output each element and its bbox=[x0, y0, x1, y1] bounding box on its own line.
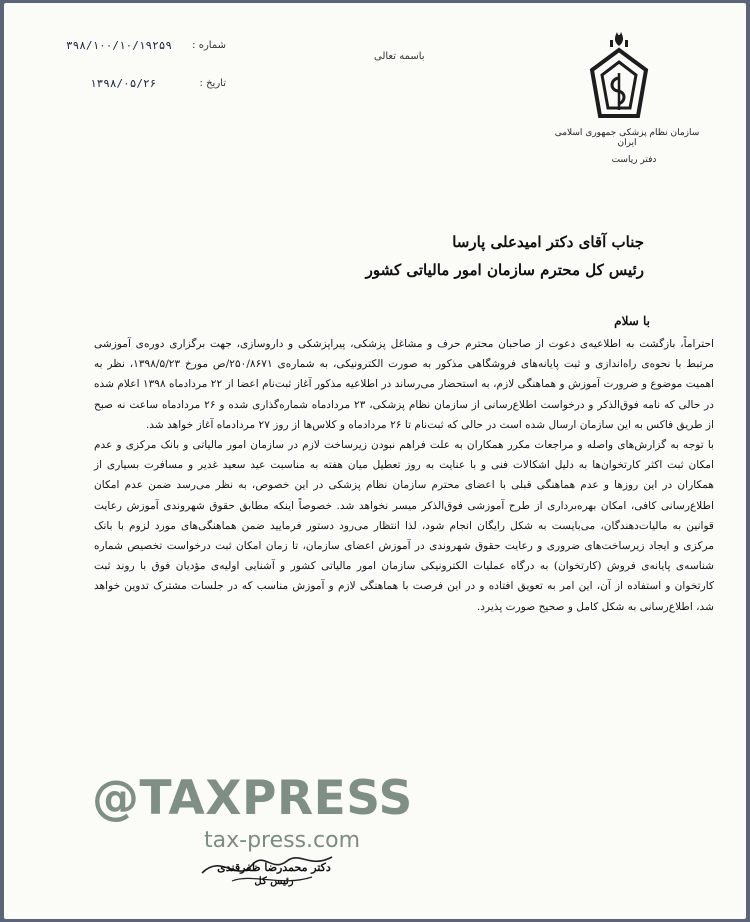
signatory-title: رئیس کل bbox=[254, 876, 294, 887]
office-name: دفتر ریاست bbox=[611, 155, 657, 165]
basmeh-heading: باسمه تعالی bbox=[374, 51, 425, 62]
medical-council-logo bbox=[584, 28, 654, 123]
recipient-title: رئیس کل محترم سازمان امور مالیاتی کشور bbox=[365, 261, 644, 279]
signature-block bbox=[174, 861, 374, 887]
organization-name: سازمان نظام پزشکی جمهوری اسلامی ایران bbox=[554, 128, 700, 148]
date-row bbox=[66, 77, 226, 93]
letter-date: ۱۳۹۸/۰۵/۲۶ bbox=[90, 77, 157, 90]
number-label: شماره : bbox=[192, 40, 226, 51]
date-label: تاریخ : bbox=[199, 78, 226, 89]
letter-page bbox=[4, 3, 746, 919]
letter-body bbox=[94, 334, 714, 617]
number-row bbox=[66, 39, 226, 55]
letter-number: ۳۹۸/۱۰۰/۱۰/۱۹۲۵۹ bbox=[66, 39, 172, 52]
greeting: با سلام bbox=[614, 314, 650, 328]
watermark-url: tax-press.com bbox=[204, 828, 361, 853]
body-paragraph: با توجه به گزارش‌های واصله و مراجعات مکرر همکاران به علت فراهم نبودن زیرساخت لازم در سازمان امور مالیاتی و بانک مرکزی و عدم امکان ثبت اکثر کارتخوان‌ها به دلیل اشکالات فنی و با عنایت به روز تعطیل میان هفته به مناسبت عید سعید غدیر و مسافرت بسیاری از همکاران در این روزها و عدم هماهنگی قبلی با اعضای محترم سازمان نظام پزشکی در این خصوص، به نظر می‌رسد ضمن عدم امکان اطلاع‌رسانی کافی، امکان بهره‌برداری از طرح آموزشی فوق‌الذکر میسر نخواهد شد. خصوصاً اینکه مطابق حقوق شهروندی آموزش رعایت قوانین به مالیات‌دهندگان، می‌بایست به شکل رایگان انجام شود، لذا انتظار می‌رود دستور فرمایید ضمن هماهنگی‌های مورد لزوم با بانک مرکزی و ایجاد زیرساخت‌های ضروری و رعایت حقوق شهروندی در آموزش اعضای سازمان، تا زمان امکان ثبت درخواست تخصیص شماره شناسه‌ی پایانه‌ی فروش (کارتخوان) به درگاه عملیات الکترونیکی سازمان امور مالیاتی کشور و آشنایی اولیه‌ی مؤدیان فوق با روند ثبت کارتخوان و استفاده از آن، این امر به تعویق افتاده و در این فرصت با هماهنگی لازم و آموزش مناسب که در جلسات مشترک تدوین خواهد شد، اطلاع‌رسانی به شکل کامل و صحیح صورت پذیرد. bbox=[94, 439, 714, 613]
watermark-handle: @TAXPRESS bbox=[92, 771, 413, 826]
signatory-name: دکتر محمدرضا ظفرقندی bbox=[217, 861, 331, 874]
recipient-name: جناب آقای دکتر امیدعلی پارسا bbox=[452, 233, 644, 251]
body-paragraph: احتراماً، بازگشت به اطلاعیه‌ی دعوت از صاحبان محترم حرف و مشاغل پزشکی، پیراپزشکی و داروسازی، جهت برگزاری دوره‌ی آموزشی مرتبط با نحوه‌ی راه‌اندازی و ثبت پایانه‌های فروشگاهی مذکور به صورت الکترونیکی، به شماره‌ی ۲۵۰/۸۶۷۱/ص مورخ ۱۳۹۸/۵/۲۳، نظر به اهمیت موضوع و ضرورت آموزش و هماهنگی لازم، به استحضار می‌رساند در اطلاعیه مذکور آغاز ثبت‌نام اعضا از ۲۲ مردادماه ۱۳۹۸ اعلام شده در حالی که نامه فوق‌الذکر و درخواست اطلاع‌رسانی از سازمان نظام پزشکی، ۲۳ مردادماه شماره‌گذاری شده و ۲۶ مردادماه ساعت نه صبح از طریق فاکس به این سازمان ارسال شده است در حالی که ثبت‌نام تا ۲۶ مردادماه و کلاس‌ها از روز ۲۷ مردادماه آغاز خواهد شد. bbox=[94, 338, 714, 431]
